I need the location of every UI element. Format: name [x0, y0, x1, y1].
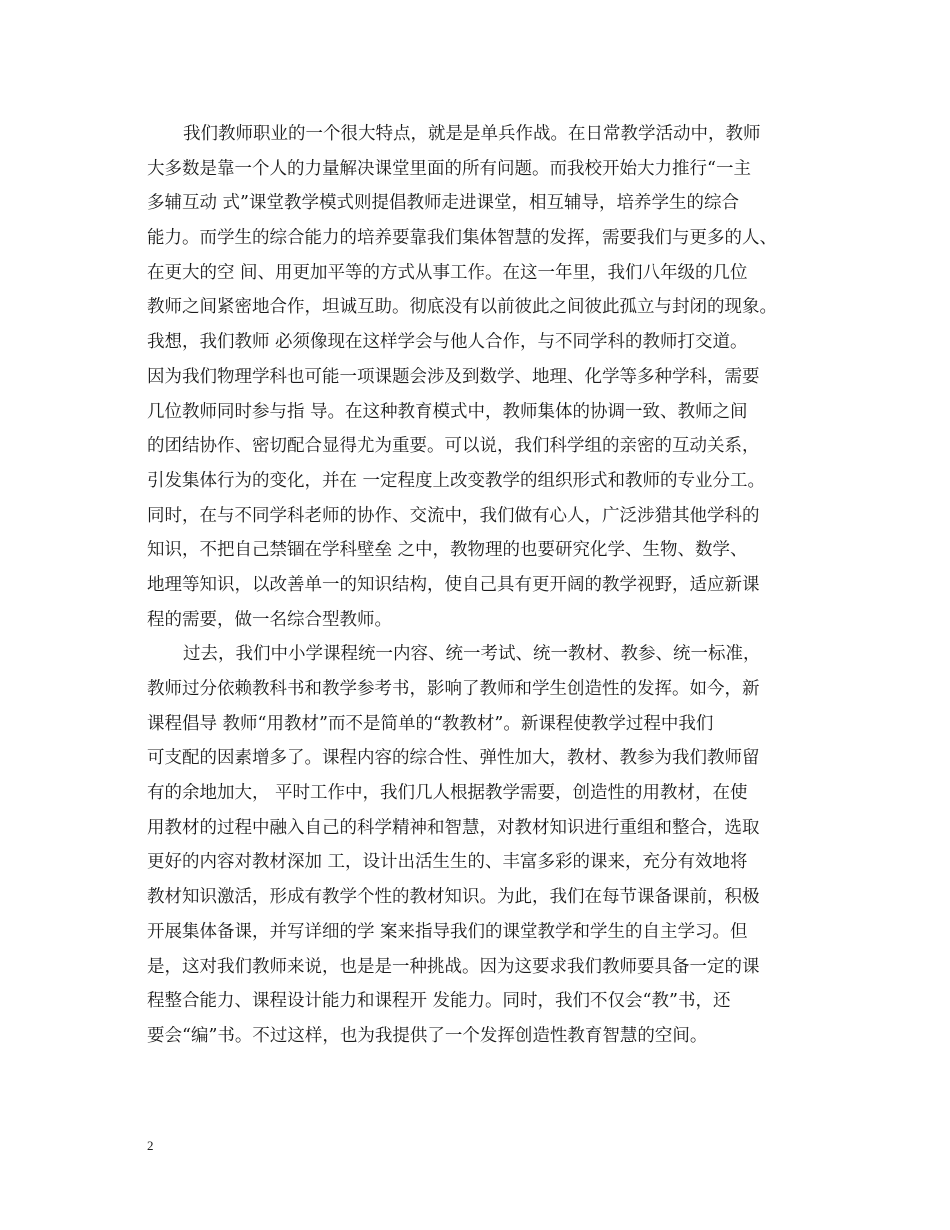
text-line: 大多数是靠一个人的力量解决课堂里面的所有问题。而我校开始大力推行“一主 [147, 158, 751, 179]
text-line: 可支配的因素增多了。课程内容的综合性、弹性加大，教材、教参为我们教师留 [147, 748, 760, 769]
text-line: 教师过分依赖教科书和教学参考书，影响了教师和学生创造性的发挥。如今，新 [147, 679, 760, 699]
text-line: 程整合能力、课程设计能力和课程开 发能力。同时，我们不仅会“教”书，还 [147, 991, 731, 1012]
text-line: 更好的内容对教材深加 工，设计出活生生的、丰富多彩的课来，充分有效地将 [147, 852, 748, 873]
text-line: 开展集体备课，并写详细的学 案来指导我们的课堂教学和学生的自主学习。但 [147, 921, 748, 942]
text-line: 能力。而学生的综合能力的培养要靠我们集体智慧的发挥，需要我们与更多的人、 [147, 228, 777, 249]
page-number: 2 [147, 1138, 154, 1153]
text-line: 是，这对我们教师来说，也是是一种挑战。因为这要求我们教师要具备一定的课 [147, 956, 760, 977]
text-line: 有的余地加大， 平时工作中，我们几人根据教学需要，创造性的用教材，在使 [147, 783, 748, 804]
text-line: 教材知识激活，形成有教学个性的教材知识。为此，我们在每节课备课前，积极 [147, 887, 760, 908]
text-line: 因为我们物理学科也可能一项课题会涉及到数学、地理、化学等多种学科，需要 [147, 366, 760, 387]
text-line: 多辅互动 式”课堂教学模式则提倡教师走进课堂，相互辅导，培养学生的综合 [147, 193, 740, 214]
paragraph-2 [147, 637, 827, 1053]
text-line: 同时，在与不同学科老师的协作、交流中，我们做有心人，广泛涉猎其他学科的 [147, 505, 760, 526]
body-text [147, 117, 827, 1054]
text-line: 我想，我们教师 必须像现在这样学会与他人合作，与不同学科的教师打交道。 [147, 332, 748, 353]
text-line: 几位教师同时参与指 导。在这种教育模式中，教师集体的协调一致、教师之间 [147, 401, 748, 422]
text-line: 课程倡导 教师“用教材”而不是简单的“教教材”。新课程使教学过程中我们 [147, 713, 714, 734]
text-line: 要会“编”书。不过这样，也为我提供了一个发挥创造性教育智慧的空间。 [147, 1025, 708, 1046]
text-line: 知识，不把自己禁锢在学科壁垒 之中，教物理的也要研究化学、生物、数学、 [147, 540, 748, 561]
text-line: 引发集体行为的变化，并在 一定程度上改变教学的组织形式和教师的专业分工。 [147, 470, 766, 491]
text-line: 地理等知识，以改善单一的知识结构，使自己具有更开阔的教学视野，适应新课 [147, 574, 760, 595]
text-line: 程的需要，做一名综合型教师。 [147, 609, 392, 630]
text-line: 在更大的空 间、用更加平等的方式从事工作。在这一年里，我们八年级的几位 [147, 262, 748, 283]
text-line: 我们教师职业的一个很大特点，就是是单兵作战。在日常教学活动中，教师 [183, 124, 761, 144]
text-line: 教师之间紧密地合作，坦诚互助。彻底没有以前彼此之间彼此孤立与封闭的现象。 [147, 297, 777, 318]
text-line: 过去，我们中小学课程统一内容、统一考试、统一教材、教参、统一标准， [183, 644, 761, 665]
paragraph-1 [147, 117, 827, 637]
text-line: 的团结协作、密切配合显得尤为重要。可以说，我们科学组的亲密的互动关系， [147, 436, 760, 457]
text-line: 用教材的过程中融入自己的科学精神和智慧，对教材知识进行重组和整合，选取 [147, 817, 760, 838]
